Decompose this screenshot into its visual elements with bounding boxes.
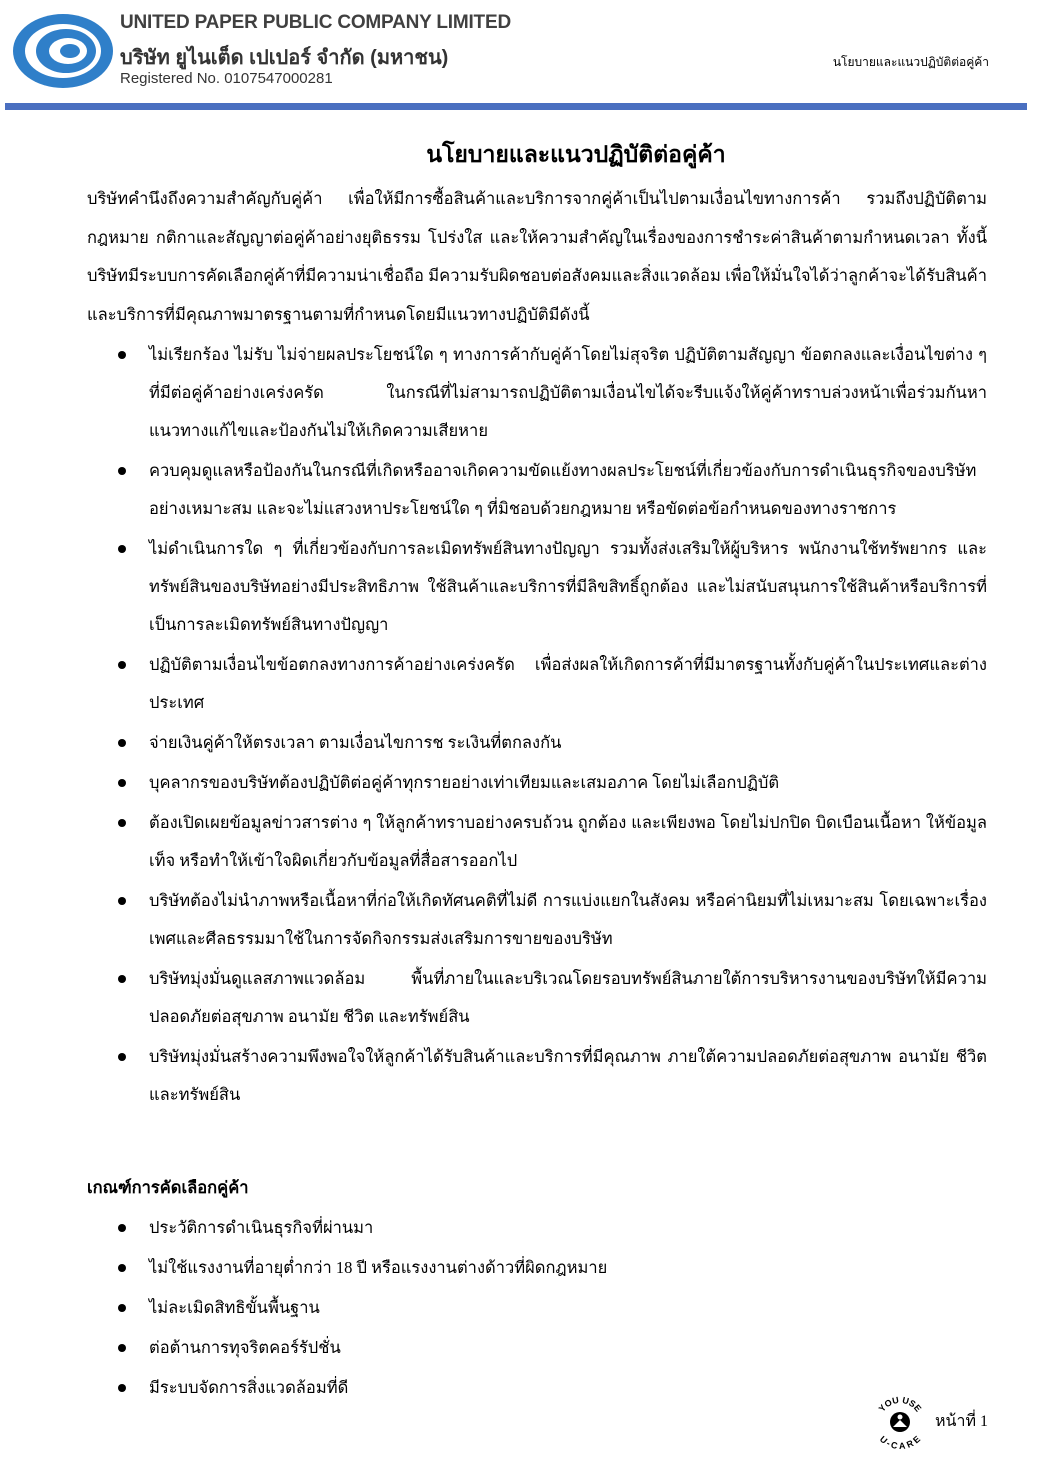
list-item-text: บริษัทต้องไม่นำภาพหรือเนื้อหาที่ก่อให้เกิดทัศนคติที่ไม่ดี การแบ่งแยกในสังคม หรือค่านิยมที่ไม่เหมาะสม โดยเฉพาะเรื่องเพศและศีลธรรมมาใช้ในการจัดกิจกรรมส่งเสริมการขายของบริษัท [149, 891, 987, 948]
bullet-icon [118, 661, 126, 669]
list-item-text: ต้องเปิดเผยข้อมูลข่าวสารต่าง ๆ ให้ลูกค้าทราบอย่างครบถ้วน ถูกต้อง และเพียงพอ โดยไม่ปกปิด บิดเบือนเนื้อหา ให้ข้อมูลเท็จ หรือทำให้เข้าใจผิดเกี่ยวกับข้อมูลที่สื่อสารออกไป [149, 813, 987, 870]
running-header: นโยบายและแนวปฏิบัติต่อคู่ค้า [832, 55, 989, 69]
list-item [87, 804, 987, 880]
bullet-icon [118, 1224, 126, 1232]
svg-text:U-CARE [878, 1434, 922, 1449]
bullet-icon [118, 1344, 126, 1352]
list-item-text: ไม่ละเมิดสิทธิขั้นพื้นฐาน [149, 1298, 320, 1317]
list-item [87, 1369, 987, 1407]
list-item [87, 1289, 987, 1327]
list-item-text: ไม่ใช้แรงงานที่อายุต่ำกว่า 18 ปี หรือแรงงานต่างด้าวที่ผิดกฎหมาย [149, 1258, 608, 1277]
list-item-text: ควบคุมดูแลหรือป้องกันในกรณีที่เกิดหรืออาจเกิดความขัดแย้งทางผลประโยชน์ที่เกี่ยวข้องกับการดำเนินธุรกิจของบริษัทอย่างเหมาะสม และจะไม่แสวงหาประโยชน์ใด ๆ ที่มิชอบด้วยกฎหมาย หรือขัดต่อข้อกำหนดของทางราชการ [149, 461, 977, 518]
svg-text:YOU USE [877, 1395, 924, 1414]
page-number: หน้าที่ 1 [934, 1413, 988, 1430]
united-paper-logo-icon [12, 12, 114, 90]
bullet-icon [118, 819, 126, 827]
list-item-text: บริษัทมุ่งมั่นดูแลสภาพแวดล้อม พื้นที่ภายในและบริเวณโดยรอบทรัพย์สินภายใต้การบริหารงานของบริษัทให้มีความปลอดภัยต่อสุขภาพ อนามัย ชีวิต และทรัพย์สิน [149, 969, 987, 1026]
list-item-text: บุคลากรของบริษัทต้องปฏิบัติต่อคู่ค้าทุกรายอย่างเท่าเทียมและเสมอภาค โดยไม่เลือกปฏิบัติ [149, 773, 780, 792]
bullet-icon [118, 1264, 126, 1272]
document-body [87, 180, 987, 1407]
list-item-text: ไม่เรียกร้อง ไม่รับ ไม่จ่ายผลประโยชน์ใด ๆ ทางการค้ากับคู่ค้าโดยไม่สุจริต ปฏิบัติตามสัญญา ข้อตกลงและเงื่อนไขต่าง ๆ ที่มีต่อคู่ค้าอย่างเคร่งครัด ในกรณีที่ไม่สามารถปฏิบัติตามเงื่อนไขได้จะรีบแจ้งให้คู่ค้าทราบล่วงหน้าเพื่อร่วมกันหาแนวทางแก้ไขและป้องกันไม่ให้เกิดความเสียหาย [149, 345, 987, 440]
practices-list [87, 336, 987, 1114]
list-item-text: จ่ายเงินคู่ค้าให้ตรงเวลา ตามเงื่อนไขการช ระเงินที่ตกลงกัน [149, 733, 562, 752]
list-item [87, 764, 987, 802]
list-item-text: ไม่ดำเนินการใด ๆ ที่เกี่ยวข้องกับการละเมิดทรัพย์สินทางปัญญา รวมทั้งส่งเสริมให้ผู้บริหาร พนักงานใช้ทรัพยากร และทรัพย์สินของบริษัทอย่างมีประสิทธิภาพ ใช้สินค้าและบริการที่มีลิขสิทธิ์ถูกต้อง และไม่สนับสนุนการใช้สินค้าหรือบริการที่เป็นการละเมิดทรัพย์สินทางปัญญา [149, 539, 987, 634]
list-item-text: ปฏิบัติตามเงื่อนไขข้อตกลงทางการค้าอย่างเคร่งครัด เพื่อส่งผลให้เกิดการค้าที่มีมาตรฐานทั้งกับคู่ค้าในประเทศและต่างประเทศ [149, 655, 987, 712]
criteria-heading: เกณฑ์การคัดเลือกคู่ค้า [87, 1178, 249, 1197]
list-item [87, 1329, 987, 1367]
u-care-badge-icon [872, 1393, 928, 1449]
bullet-icon [118, 739, 126, 747]
page-title: นโยบายและแนวปฏิบัติต่อคู่ค้า [426, 142, 726, 167]
list-item [87, 1209, 987, 1247]
list-item [87, 960, 987, 1036]
bullet-icon [118, 467, 126, 475]
company-name-en: UNITED PAPER PUBLIC COMPANY LIMITED [120, 12, 511, 33]
bullet-icon [118, 975, 126, 983]
badge-bottom-text: U-CARE [877, 1433, 923, 1449]
badge-top-text: YOU USE [876, 1394, 924, 1414]
list-item [87, 452, 987, 528]
intro-paragraph: บริษัทคำนึงถึงความสำคัญกับคู่ค้า เพื่อให้มีการซื้อสินค้าและบริการจากคู่ค้าเป็นไปตามเงื่อนไขทางการค้า รวมถึงปฏิบัติตามกฎหมาย กติกาและสัญญาต่อคู่ค้าอย่างยุติธรรม โปร่งใส และให้ความสำคัญในเรื่องของการชำระค่าสินค้าตามกำหนดเวลา ทั้งนี้บริษัทมีระบบการคัดเลือกคู่ค้าที่มีความน่าเชื่อถือ มีความรับผิดชอบต่อสังคมและสิ่งแวดล้อม เพื่อให้มั่นใจได้ว่าลูกค้าจะได้รับสินค้าและบริการที่มีคุณภาพมาตรฐานตามที่กำหนดโดยมีแนวทางปฏิบัติมีดังนี้ [87, 189, 987, 324]
criteria-list [87, 1209, 987, 1407]
bullet-icon [118, 1053, 126, 1061]
list-item-text: ประวัติการดำเนินธุรกิจที่ผ่านมา [149, 1218, 374, 1237]
bullet-icon [118, 779, 126, 787]
list-item-text: ต่อต้านการทุจริตคอร์รัปชั่น [149, 1338, 341, 1357]
bullet-icon [118, 351, 126, 359]
bullet-icon [118, 897, 126, 905]
registered-number: Registered No. 0107547000281 [120, 70, 333, 87]
header-divider [5, 103, 1027, 110]
bullet-icon [118, 545, 126, 553]
bullet-icon [118, 1304, 126, 1312]
list-item-text: มีระบบจัดการสิ่งแวดล้อมที่ดี [149, 1378, 349, 1397]
list-item [87, 336, 987, 450]
bullet-icon [118, 1384, 126, 1392]
company-name-th: บริษัท ยูไนเต็ด เปเปอร์ จำกัด (มหาชน) [120, 47, 449, 69]
list-item [87, 882, 987, 958]
list-item [87, 1249, 987, 1287]
list-item [87, 646, 987, 722]
list-item-text: บริษัทมุ่งมั่นสร้างความพึงพอใจให้ลูกค้าได้รับสินค้าและบริการที่มีคุณภาพ ภายใต้ความปลอดภัยต่อสุขภาพ อนามัย ชีวิต และทรัพย์สิน [149, 1047, 987, 1104]
list-item [87, 530, 987, 644]
list-item [87, 1038, 987, 1114]
list-item [87, 724, 987, 762]
